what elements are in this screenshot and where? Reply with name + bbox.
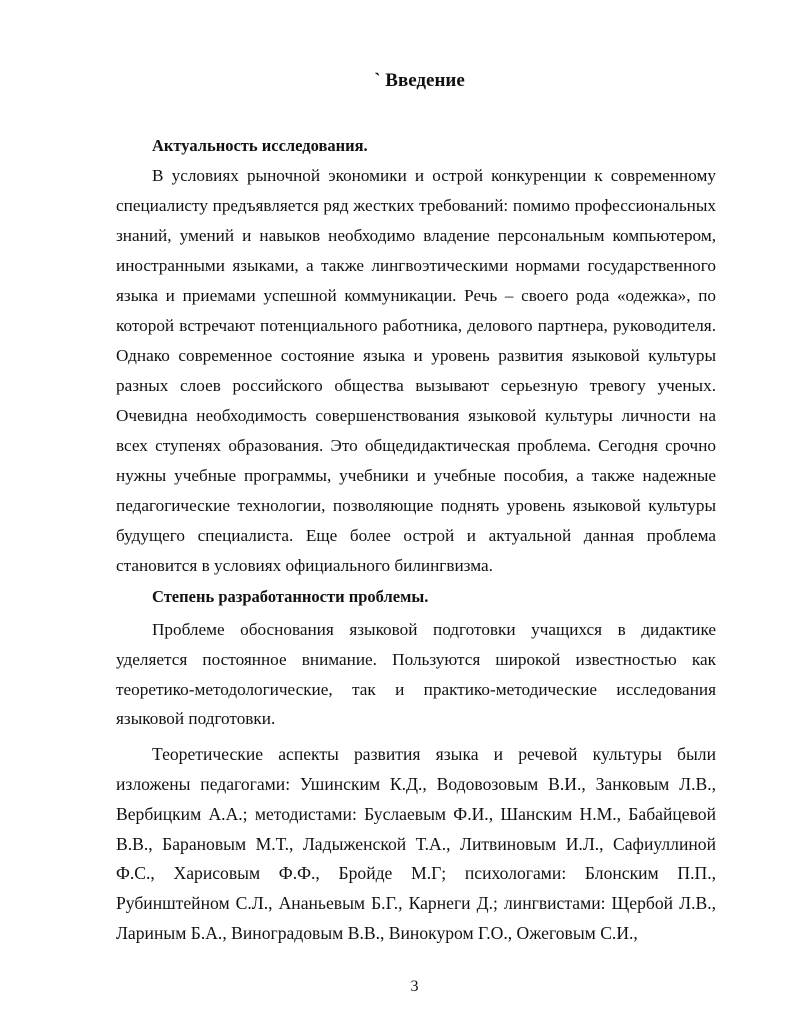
paragraph-development-intro: Проблеме обоснования языковой подготовки учащихся в дидактике уделяется постоянное внимание. Пользуются широкой известностью как теоретико-методологические, так и практико-методические исследования языковой подготовки. xyxy=(116,620,716,729)
page-title: ` Введение xyxy=(374,70,465,91)
section-heading-relevance: Актуальность исследования. xyxy=(152,136,368,155)
paragraph-theoretical-aspects: Теоретические аспекты развития языка и речевой культуры были изложены педагогами: Ушинским К.Д., Водовозовым В.И., Занковым Л.В., Вербицким А.А.; методистами: Буслаевым Ф.И., Шанским Н.М., Бабайцевой В.В., Барановым М.Т., Ладыженской Т.А., Литвиновым И.Л., Сафиуллиной Ф.С., Харисовым Ф.Ф., Бройде М.Г; психологами: Блонским П.П., Рубинштейном С.Л., Ананьевым Б.Г., Карнеги Д.; лингвистами: Щербой Л.В., Лариным Б.А., Виноградовым В.В., Винокуром Г.О., Ожеговым С.И., xyxy=(116,744,716,943)
section-heading-development-degree: Степень разработанности проблемы. xyxy=(152,587,429,606)
document-body xyxy=(116,131,716,949)
paragraph-relevance: В условиях рыночной экономики и острой конкуренции к современному специалисту предъявляется ряд жестких требований: помимо профессиональных знаний, умений и навыков необходимо владение персональным компьютером, иностранными языками, а также лингвоэтическими нормами государственного языка и приемами успешной коммуникации. Речь – своего рода «одежка», по которой встречают потенциального работника, делового партнера, руководителя. Однако современное состояние языка и уровень развития языковой культуры разных слоев российского общества вызывают серьезную тревогу ученых. Очевидна необходимость совершенствования языковой культуры личности на всех ступенях образования. Это общедидактическая проблема. Сегодня срочно нужны учебные программы, учебники и учебные пособия, а также надежные педагогические технологии, позволяющие поднять уровень языковой культуры будущего специалиста. Еще более острой и актуальной данная проблема становится в условиях официального билингвизма. xyxy=(116,166,716,575)
page-number: 3 xyxy=(410,978,419,995)
